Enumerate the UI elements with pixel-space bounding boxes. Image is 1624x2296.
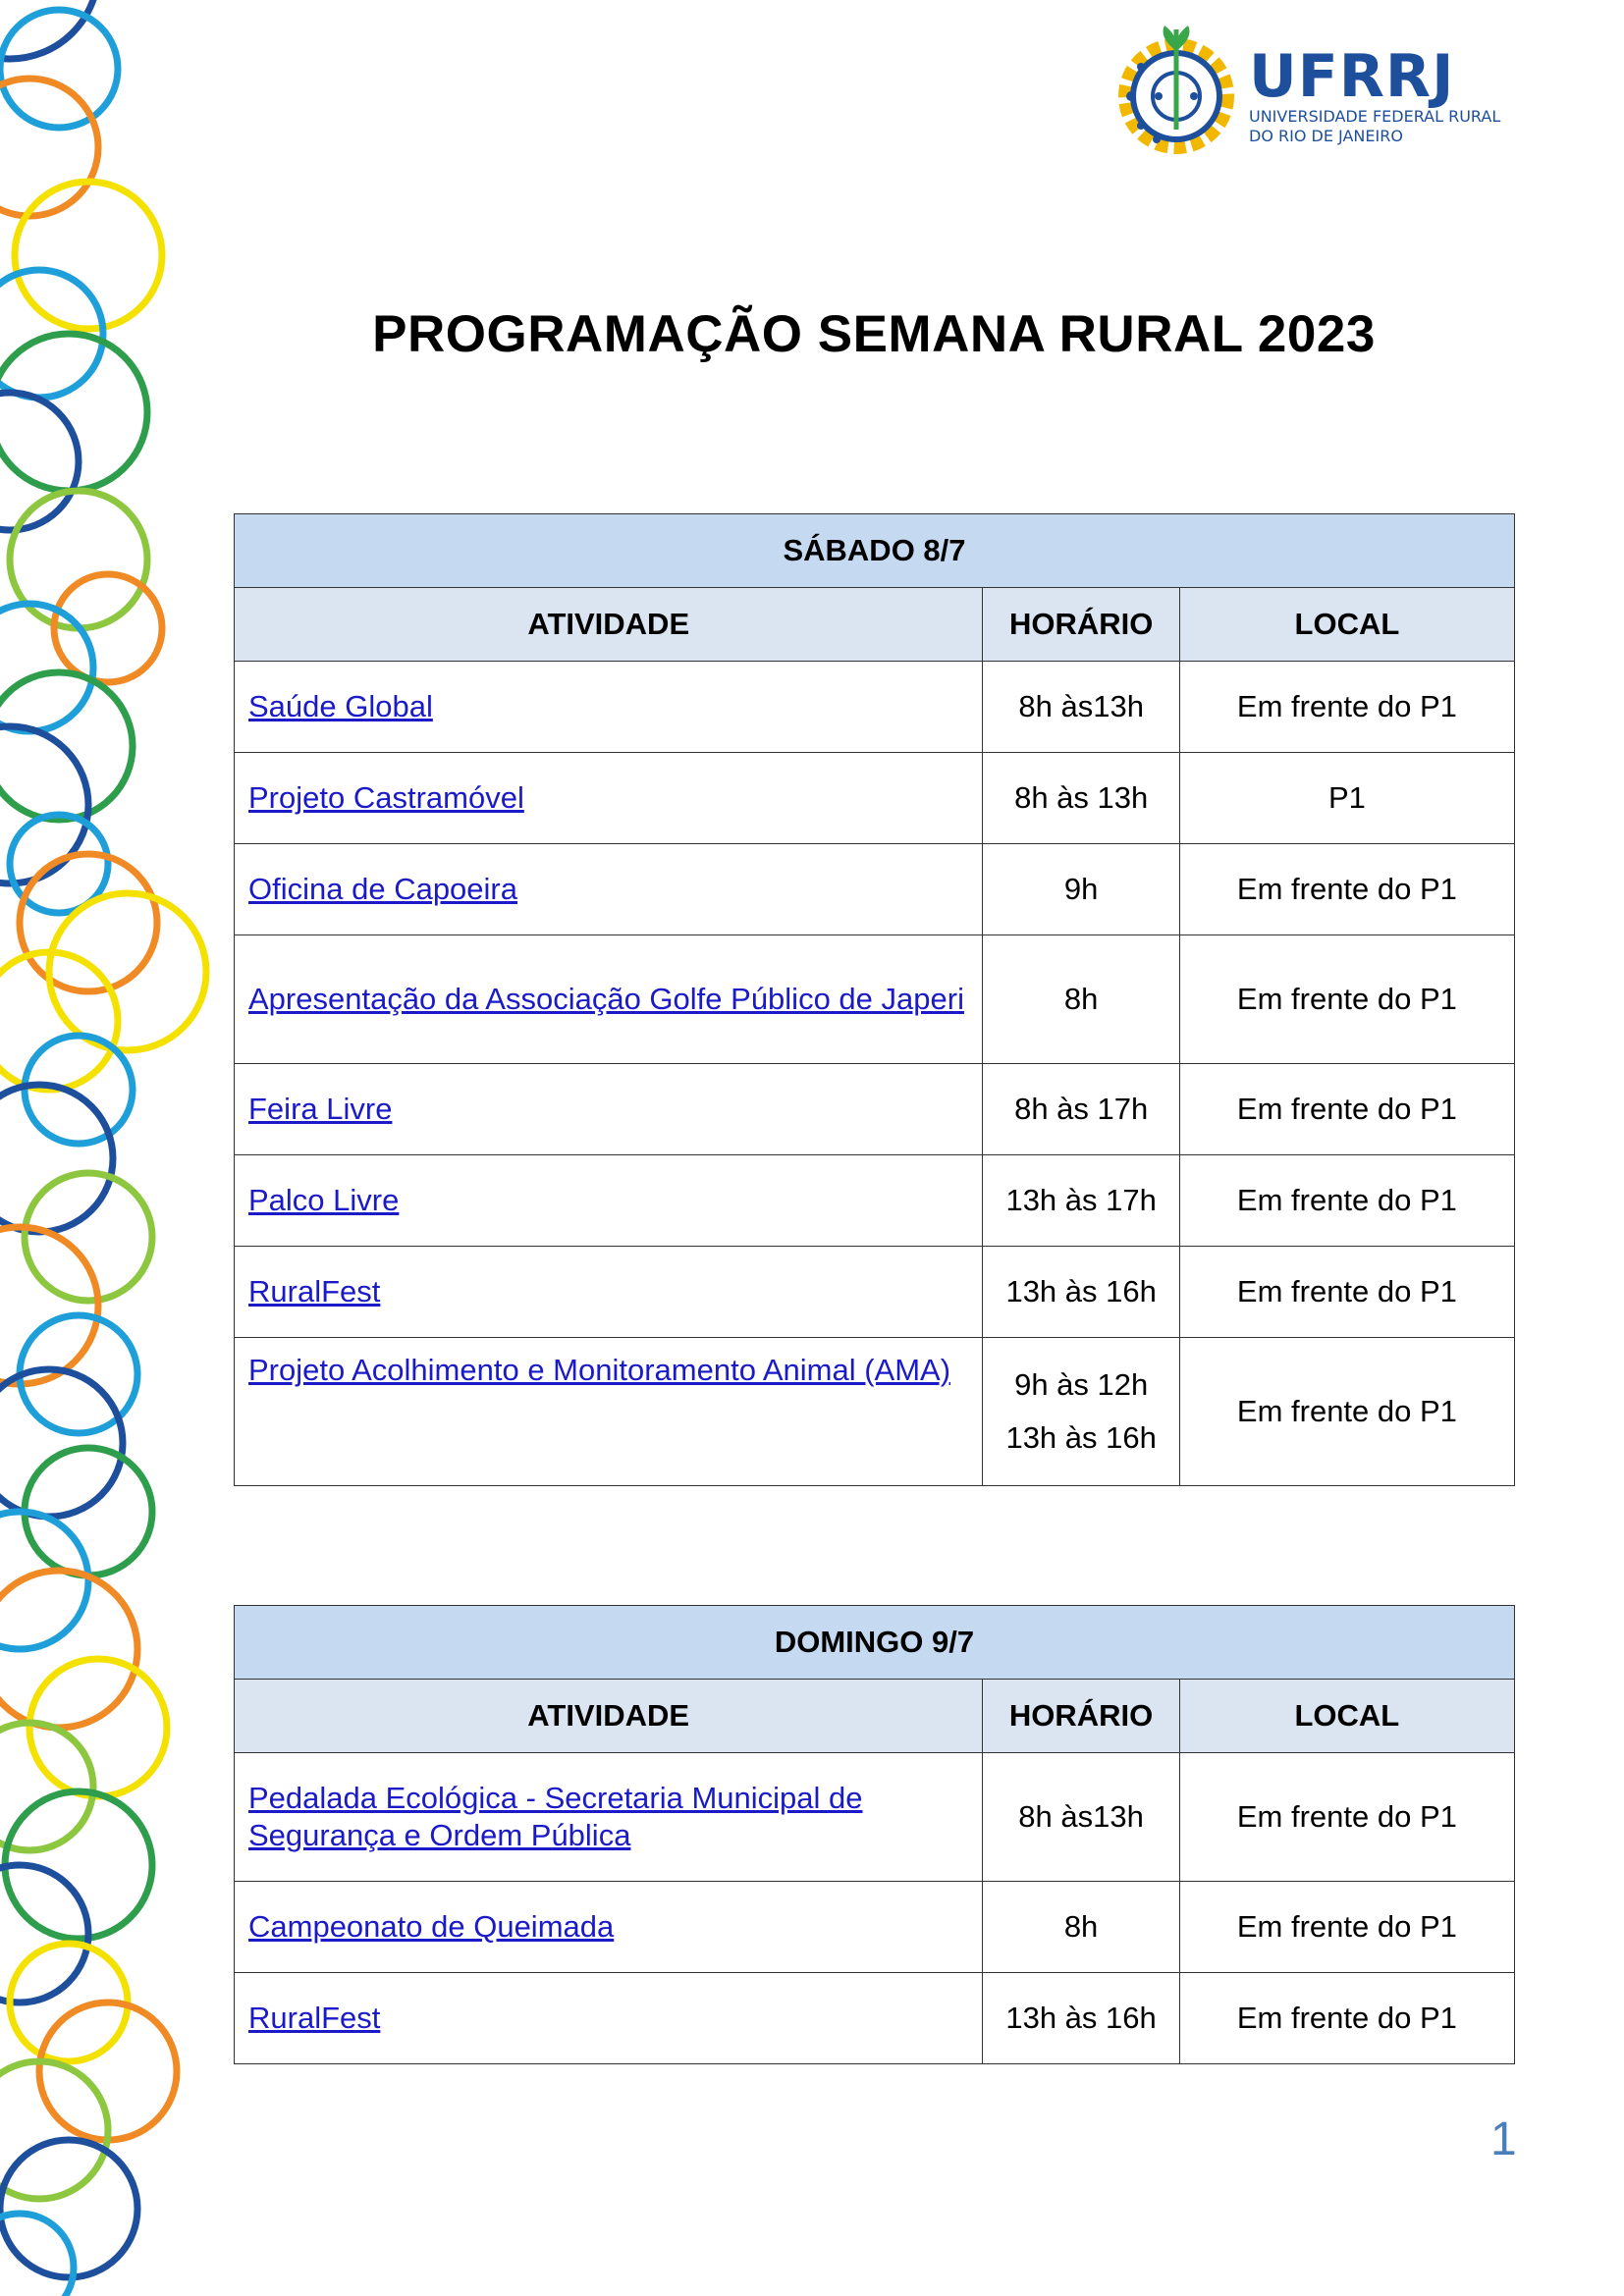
horario-cell: 8h às13h: [983, 1753, 1179, 1882]
activity-link[interactable]: RuralFest: [248, 2001, 381, 2035]
local-cell: Em frente do P1: [1179, 935, 1514, 1064]
local-cell: Em frente do P1: [1179, 1064, 1514, 1155]
local-cell: Em frente do P1: [1179, 1973, 1514, 2064]
logo-text: [1249, 42, 1501, 145]
column-header-horario: HORÁRIO: [983, 588, 1179, 662]
column-header-local: LOCAL: [1179, 588, 1514, 662]
local-cell: Em frente do P1: [1179, 662, 1514, 753]
page-number: 1: [1490, 2113, 1517, 2165]
logo-title: UFRRJ: [1249, 42, 1455, 111]
horario-cell: 8h às 17h: [983, 1064, 1179, 1155]
local-cell: Em frente do P1: [1179, 1338, 1514, 1486]
table-row: [235, 1882, 1515, 1973]
table-row: [235, 1338, 1515, 1486]
saturday-day-header: SÁBADO 8/7: [235, 514, 1515, 588]
activity-link[interactable]: Saúde Global: [248, 689, 433, 723]
table-row: [235, 935, 1515, 1064]
horario-cell: 8h: [983, 935, 1179, 1064]
table-row: [235, 753, 1515, 844]
local-cell: Em frente do P1: [1179, 844, 1514, 935]
local-cell: Em frente do P1: [1179, 1753, 1514, 1882]
local-cell: Em frente do P1: [1179, 1247, 1514, 1338]
activity-link[interactable]: Projeto Acolhimento e Monitoramento Animal (AMA): [248, 1353, 951, 1387]
table-row: [235, 1247, 1515, 1338]
activity-link[interactable]: Oficina de Capoeira: [248, 872, 517, 906]
horario-cell: 8h às13h: [983, 662, 1179, 753]
activity-link[interactable]: Apresentação da Associação Golfe Público de Japeri: [248, 982, 964, 1016]
table-row: [235, 1155, 1515, 1247]
activity-link[interactable]: Projeto Castramóvel: [248, 780, 524, 815]
activity-link[interactable]: Pedalada Ecológica - Secretaria Municipal de Segurança e Ordem Pública: [248, 1781, 863, 1852]
horario-line: 13h às 16h: [1005, 1420, 1157, 1455]
table-row: [235, 662, 1515, 753]
logo-subtitle-line1: UNIVERSIDADE FEDERAL RURAL: [1249, 107, 1501, 126]
saturday-schedule-table: [234, 513, 1515, 1486]
table-row: [235, 1973, 1515, 2064]
column-header-horario: HORÁRIO: [983, 1680, 1179, 1753]
local-cell: Em frente do P1: [1179, 1882, 1514, 1973]
table-row: [235, 1753, 1515, 1882]
activity-link[interactable]: Campeonato de Queimada: [248, 1909, 615, 1944]
table-row: [235, 844, 1515, 935]
activity-link[interactable]: RuralFest: [248, 1274, 381, 1308]
horario-cell: [983, 1338, 1179, 1486]
page-title: PROGRAMAÇÃO SEMANA RURAL 2023: [372, 305, 1376, 363]
horario-cell: 8h: [983, 1882, 1179, 1973]
local-cell: P1: [1179, 753, 1514, 844]
table-row: [235, 1064, 1515, 1155]
horario-cell: 9h: [983, 844, 1179, 935]
sunday-schedule-table: [234, 1605, 1515, 2064]
horario-cell: 13h às 16h: [983, 1973, 1179, 2064]
activity-link[interactable]: Palco Livre: [248, 1183, 400, 1217]
horario-cell: 13h às 16h: [983, 1247, 1179, 1338]
horario-cell: 8h às 13h: [983, 753, 1179, 844]
sunday-day-header: DOMINGO 9/7: [235, 1606, 1515, 1680]
column-header-atividade: ATIVIDADE: [235, 1680, 983, 1753]
column-header-atividade: ATIVIDADE: [235, 588, 983, 662]
local-cell: Em frente do P1: [1179, 1155, 1514, 1247]
horario-line: 9h às 12h: [1014, 1367, 1149, 1402]
horario-cell: 13h às 17h: [983, 1155, 1179, 1247]
activity-link[interactable]: Feira Livre: [248, 1092, 393, 1126]
column-header-local: LOCAL: [1179, 1680, 1514, 1753]
logo-subtitle-line2: DO RIO DE JANEIRO: [1249, 127, 1403, 145]
